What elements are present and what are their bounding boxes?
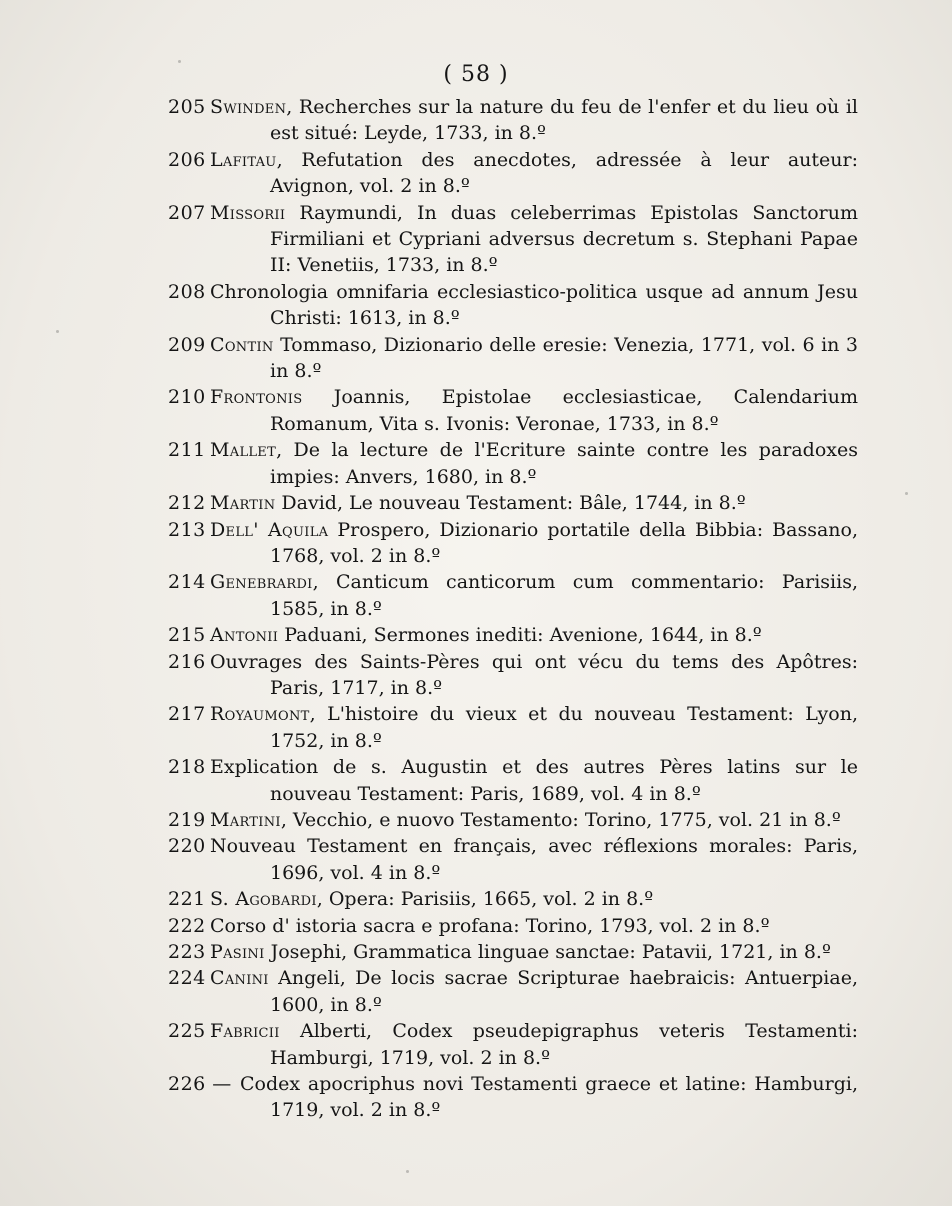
entry-text: Nouveau Testament en français, avec réflexions morales: Paris, 1696, vol. 4 in 8.º <box>210 835 858 884</box>
catalog-entry <box>168 147 858 200</box>
catalog-entry <box>168 1071 858 1124</box>
catalog-entry <box>168 622 858 648</box>
entry-author: Frontonis <box>210 386 303 409</box>
entry-number: 216 <box>168 650 206 673</box>
entry-text: Joannis, Epistolae ecclesiasticae, Calendarium Romanum, Vita s. Ivonis: Veronae, 1733, in 8.º <box>270 386 858 435</box>
entry-text: Explication de s. Augustin et des autres Pères latins sur le nouveau Testament: Paris, 1689, vol. 4 in 8.º <box>210 756 858 805</box>
entry-text: Prospero, Dizionario portatile della Bibbia: Bassano, 1768, vol. 2 in 8.º <box>270 518 858 567</box>
catalog-entry <box>168 886 858 912</box>
entry-author: Mallet <box>210 439 277 462</box>
entry-number: 208 <box>168 280 206 303</box>
entry-author: Royaumont <box>210 703 310 726</box>
entry-number: 211 <box>168 439 206 462</box>
catalog-entry <box>168 833 858 886</box>
catalog-entry <box>168 939 858 965</box>
entry-text: Chronologia omnifaria ecclesiastico-politica usque ad annum Jesu Christi: 1613, in 8.º <box>210 280 858 330</box>
entry-number: 221 <box>168 888 206 911</box>
paper-speck <box>905 492 908 495</box>
entry-author: Lafitau <box>210 148 277 171</box>
entry-text: , De la lecture de l'Ecriture sainte contre les paradoxes impies: Anvers, 1680, in 8.º <box>270 439 858 488</box>
catalog-entry <box>168 569 858 622</box>
entry-number: 222 <box>168 914 206 937</box>
entry-number: 206 <box>168 148 206 171</box>
entry-number: 207 <box>168 201 206 224</box>
entry-text: Paduani, Sermones inediti: Avenione, 1644, in 8.º <box>278 624 762 647</box>
catalog-entry <box>168 490 858 516</box>
entry-number: 217 <box>168 703 206 726</box>
catalog-entry <box>168 94 858 147</box>
entry-number: 220 <box>168 835 206 858</box>
entry-text: Josephi, Grammatica linguae sanctae: Patavii, 1721, in 8.º <box>264 941 831 963</box>
entry-author: Canini <box>210 967 269 990</box>
entry-text: , Vecchio, e nuovo Testamento: Torino, 1775, vol. 21 in 8.º <box>280 808 841 831</box>
entry-author: Missorii <box>210 201 286 224</box>
entry-text: , L'histoire du vieux et du nouveau Testament: Lyon, 1752, in 8.º <box>270 703 858 752</box>
entry-text: Codex apocriphus novi Testamenti graece et latine: Hamburgi, 1719, vol. 2 in 8.º <box>240 1073 858 1122</box>
entry-author: Swinden <box>210 96 287 118</box>
entry-text: , Opera: Parisiis, 1665, vol. 2 in 8.º <box>316 888 654 911</box>
catalog-entry-list <box>168 94 858 1124</box>
entry-text: Angeli, De locis sacrae Scripturae haebraicis: Antuerpiae, 1600, in 8.º <box>268 967 858 1016</box>
paper-speck <box>406 1170 409 1173</box>
entry-number: 223 <box>168 941 206 963</box>
entry-number: 212 <box>168 492 206 515</box>
page-number: ( 58 ) <box>443 62 509 87</box>
entry-author: Martini <box>210 808 281 831</box>
entry-number: 214 <box>168 571 206 594</box>
entry-number: 209 <box>168 333 206 356</box>
entry-text: , Refutation des anecdotes, adressée à leur auteur: Avignon, vol. 2 in 8.º <box>270 148 858 198</box>
entry-number: 205 <box>168 96 206 118</box>
entry-number: 213 <box>168 518 206 541</box>
catalog-entry <box>168 517 858 570</box>
entry-number: 210 <box>168 386 206 409</box>
catalog-entry <box>168 332 858 385</box>
entry-text: , Recherches sur la nature du feu de l'enfer et du lieu où il est situé: Leyde, 1733, in 8.º <box>270 96 858 145</box>
entry-author: Pasini <box>210 941 265 963</box>
entry-text: Corso d' istoria sacra e profana: Torino, 1793, vol. 2 in 8.º <box>210 914 770 937</box>
entry-number: 219 <box>168 808 206 831</box>
catalog-entry <box>168 754 858 807</box>
entry-author: Antonii <box>210 624 279 647</box>
entry-author: Genebrardi <box>210 571 313 594</box>
catalog-entry <box>168 965 858 1018</box>
paper-speck <box>56 330 59 333</box>
catalog-entry <box>168 701 858 754</box>
catalog-entry <box>168 384 858 437</box>
catalog-entry <box>168 807 858 833</box>
entry-text: Alberti, Codex pseudepigraphus veteris Testamenti: Hamburgi, 1719, vol. 2 in 8.º <box>270 1020 858 1069</box>
catalog-entry <box>168 200 858 279</box>
catalog-entry <box>168 649 858 702</box>
entry-text: , Canticum canticorum cum commentario: Parisiis, 1585, in 8.º <box>270 571 858 620</box>
entry-number: 215 <box>168 624 206 647</box>
entry-author: Contin <box>210 333 274 356</box>
catalog-entry <box>168 913 858 939</box>
entry-number: 218 <box>168 756 206 779</box>
entry-author: Martin <box>210 492 276 515</box>
catalog-entry <box>168 437 858 490</box>
entry-author: S. Agobardi <box>210 888 317 911</box>
entry-number: 225 <box>168 1020 206 1043</box>
entry-number: 224 <box>168 967 206 990</box>
entry-text: David, Le nouveau Testament: Bâle, 1744, in 8.º <box>275 492 746 515</box>
catalog-entry <box>168 1018 858 1071</box>
entry-author: Dell' Aquila <box>210 518 329 541</box>
entry-text: Ouvrages des Saints-Pères qui ont vécu du tems des Apôtres: Paris, 1717, in 8.º <box>210 650 858 699</box>
catalog-entry <box>168 279 858 332</box>
entry-number: 226 — <box>168 1073 232 1096</box>
entry-text: Tommaso, Dizionario delle eresie: Venezia, 1771, vol. 6 in 3 in 8.º <box>270 333 858 383</box>
entry-author: Fabricii <box>210 1020 280 1043</box>
entry-text: Raymundi, In duas celeberrimas Epistolas Sanctorum Firmiliani et Cypriani adversus decretum s. Stephani Papae II: Venetiis, 1733, in 8.º <box>270 201 858 277</box>
